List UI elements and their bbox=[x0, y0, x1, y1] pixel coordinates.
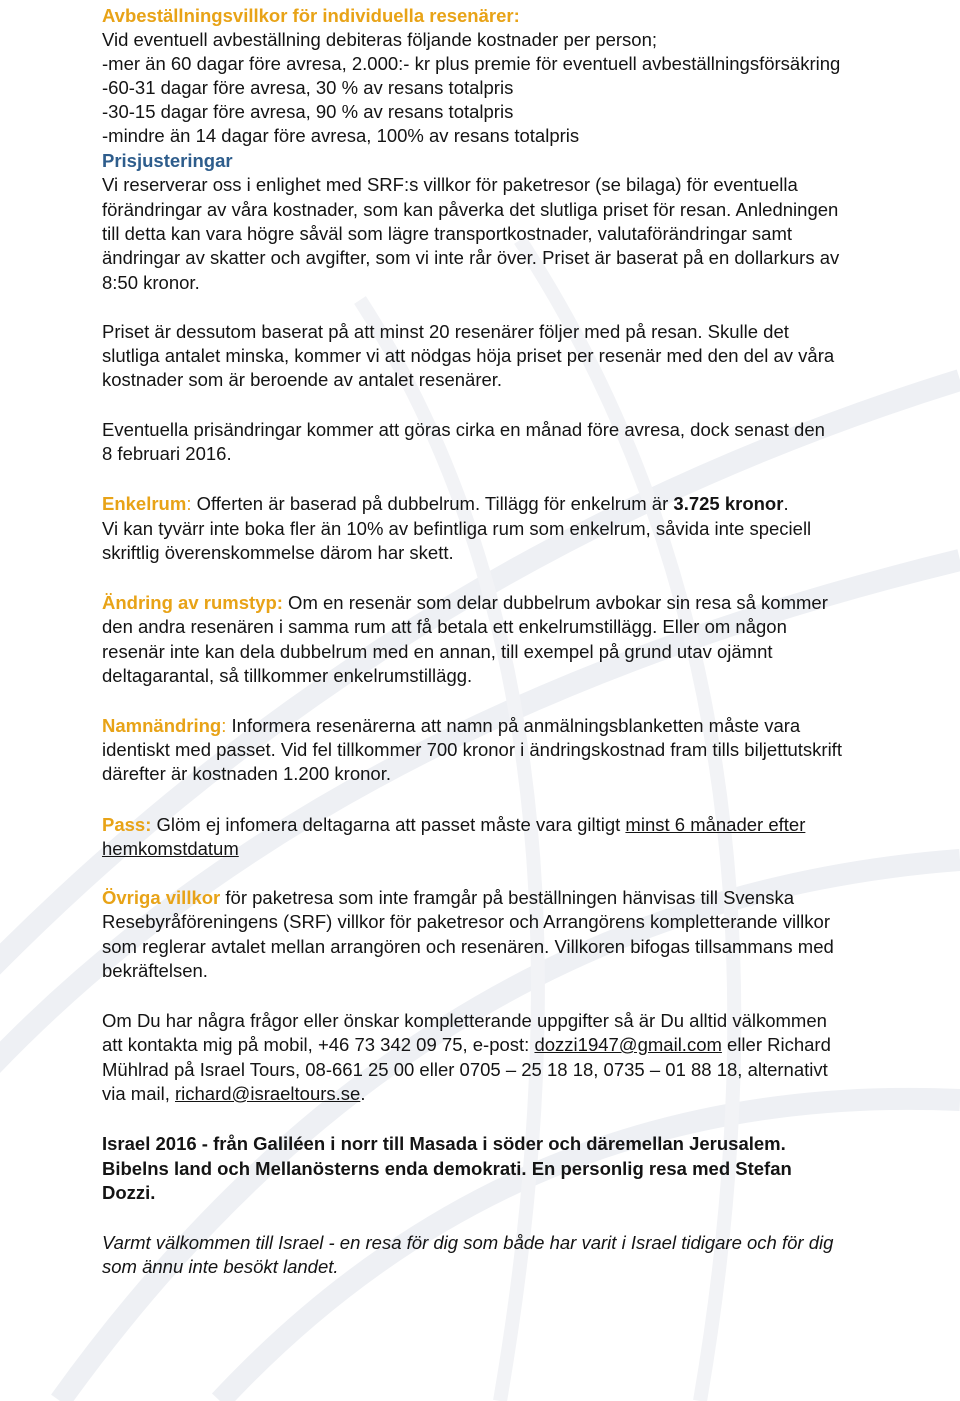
name-change-text: Informera resenärerna att namn på anmälningsblanketten måste vara bbox=[226, 715, 801, 736]
name-change-line: därefter är kostnaden 1.200 kronor. bbox=[102, 763, 391, 784]
single-room-line bbox=[102, 492, 789, 516]
other-terms-label: Övriga villkor bbox=[102, 887, 221, 908]
cancel-line: -mindre än 14 dagar före avresa, 100% av resans totalpris bbox=[102, 125, 580, 146]
name-change-line: identiskt med passet. Vid fel tillkommer 700 kronor i ändringskostnad fram tills biljettutskrift bbox=[102, 739, 842, 760]
passport-text: Glöm ej infomera deltagarna att passet måste vara giltigt bbox=[151, 814, 626, 835]
other-terms-text: för paketresa som inte framgår på beställningen hänvisas till Svenska bbox=[220, 887, 795, 908]
room-change-text: Om en resenär som delar dubbelrum avbokar sin resa så kommer bbox=[282, 592, 828, 613]
cancel-line: -mer än 60 dagar före avresa, 2.000:- kr plus premie för eventuell avbeställningsförsäkring bbox=[102, 53, 841, 74]
single-room-line: Vi kan tyvärr inte boka fler än 10% av befintliga rum som enkelrum, såvida inte speciell bbox=[102, 518, 812, 539]
single-room-label: Enkelrum bbox=[102, 493, 187, 514]
name-change-line bbox=[102, 714, 800, 738]
cancel-line: Vid eventuell avbeställning debiteras följande kostnader per person; bbox=[102, 29, 658, 50]
cancel-line: -60-31 dagar före avresa, 30 % av resans totalpris bbox=[102, 77, 514, 98]
name-change-label: Namnändring bbox=[102, 715, 222, 736]
contact-text: . bbox=[360, 1083, 366, 1104]
room-change-label: Ändring av rumstyp: bbox=[102, 592, 283, 613]
contact-text: eller Richard bbox=[721, 1034, 831, 1055]
other-terms-line bbox=[102, 886, 794, 910]
passport-validity: minst 6 månader efter bbox=[625, 814, 806, 835]
contact-line: Mühlrad på Israel Tours, 08-661 25 00 eller 0705 – 25 18 18, 0735 – 01 88 18, alternativt bbox=[102, 1059, 828, 1080]
price-line: Vi reserverar oss i enlighet med SRF:s villkor för paketresor (se bilaga) för eventuella bbox=[102, 174, 798, 195]
contact-line bbox=[102, 1033, 831, 1057]
cancel-heading: Avbeställningsvillkor för individuella resenärer: bbox=[102, 5, 520, 26]
contact-line: Om Du har några frågor eller önskar kompletterande uppgifter så är Du alltid välkommen bbox=[102, 1010, 827, 1031]
single-room-end: . bbox=[783, 493, 789, 514]
passport-label: Pass: bbox=[102, 814, 152, 835]
other-terms-line: Resebyråföreningens (SRF) villkor för paketresor och Arrangörens kompletterande villkor bbox=[102, 911, 830, 932]
price-line: Priset är dessutom baserat på att minst 20 resenärer följer med på resan. Skulle det bbox=[102, 321, 789, 342]
price-line: till detta kan vara högre såväl som lägre transportkostnader, valutaförändringar samt bbox=[102, 223, 793, 244]
closing-bold-line: Dozzi. bbox=[102, 1182, 156, 1203]
closing-bold-line: Israel 2016 - från Galiléen i norr till Masada i söder och däremellan Jerusalem. bbox=[102, 1133, 786, 1154]
cancel-line: -30-15 dagar före avresa, 90 % av resans totalpris bbox=[102, 101, 514, 122]
room-change-line: den andra resenären i samma rum att få betala ett enkelrumstillägg. Eller om någon bbox=[102, 616, 787, 637]
email-link-richard[interactable]: richard@israeltours.se bbox=[175, 1083, 361, 1104]
price-line: 8 februari 2016. bbox=[102, 443, 232, 464]
price-line: ändringar av skatter och avgifter, som vi inte rår över. Priset är baserat på en dollarkurs av bbox=[102, 247, 840, 268]
price-line: Eventuella prisändringar kommer att göras cirka en månad före avresa, dock senast den bbox=[102, 419, 825, 440]
price-heading: Prisjusteringar bbox=[102, 150, 233, 171]
name-change-colon: : bbox=[221, 715, 227, 736]
single-room-amount: 3.725 kronor bbox=[673, 493, 784, 514]
single-room-colon: : bbox=[186, 493, 192, 514]
room-change-line: resenär inte kan dela dubbelrum med en annan, till exempel på grund utav ojämnt bbox=[102, 641, 773, 662]
passport-line bbox=[102, 837, 239, 861]
contact-line bbox=[102, 1082, 365, 1106]
closing-bold-line: Bibelns land och Mellanösterns enda demokrati. En personlig resa med Stefan bbox=[102, 1158, 792, 1179]
price-line: slutliga antalet minska, kommer vi att nödgas höja priset per resenär med den del av våra bbox=[102, 345, 835, 366]
price-line: förändringar av våra kostnader, som kan påverka det slutliga priset för resan. Anledningen bbox=[102, 199, 839, 220]
price-line: 8:50 kronor. bbox=[102, 272, 200, 293]
contact-text: via mail, bbox=[102, 1083, 175, 1104]
closing-italic-line: Varmt välkommen till Israel - en resa för dig som både har varit i Israel tidigare och för dig bbox=[102, 1232, 834, 1253]
price-line: kostnader som är beroende av antalet resenärer. bbox=[102, 369, 503, 390]
closing-italic-line: som ännu inte besökt landet. bbox=[102, 1256, 339, 1277]
passport-line bbox=[102, 813, 805, 837]
email-link-dozzi[interactable]: dozzi1947@gmail.com bbox=[534, 1034, 722, 1055]
other-terms-line: bekräftelsen. bbox=[102, 960, 208, 981]
contact-text: att kontakta mig på mobil, +46 73 342 09 75, e-post: bbox=[102, 1034, 535, 1055]
passport-validity-end: hemkomstdatum bbox=[102, 838, 239, 859]
single-room-line: skriftlig överenskommelse därom har skett. bbox=[102, 542, 454, 563]
single-room-text: Offerten är baserad på dubbelrum. Tillägg för enkelrum är bbox=[191, 493, 674, 514]
room-change-line bbox=[102, 591, 828, 615]
room-change-line: deltagarantal, så tillkommer enkelrumstillägg. bbox=[102, 665, 473, 686]
other-terms-line: som reglerar avtalet mellan arrangören och resenären. Villkoren bifogas tillsammans med bbox=[102, 936, 834, 957]
